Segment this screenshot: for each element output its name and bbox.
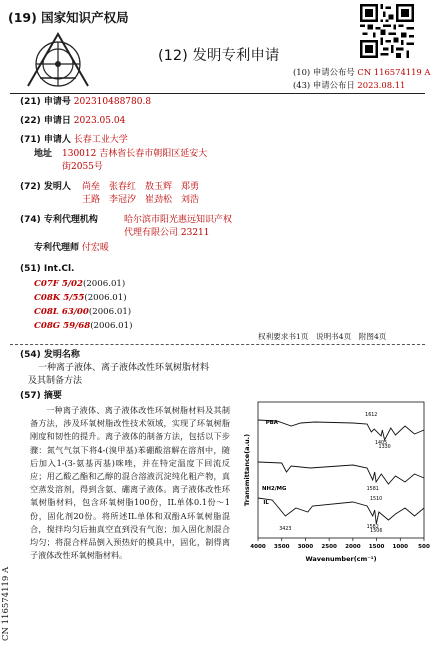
- side-publication-number: CN 116574119 A: [1, 566, 11, 641]
- agent-label: 专利代理师: [34, 243, 80, 253]
- agency: [20, 215, 98, 227]
- peak-label: 1330: [378, 445, 391, 450]
- applicant-value: 长春工业大学: [73, 135, 128, 145]
- x-tick-label: 3000: [297, 544, 314, 550]
- agency-line-1: 哈尔滨市阳光惠远知识产权: [124, 215, 233, 225]
- ftir-spectrum-chart: [240, 398, 428, 566]
- address-line-2: 街2055号: [62, 162, 103, 172]
- y-axis-label: Transmittance(a.u.): [243, 433, 251, 507]
- spectrum-line: [258, 498, 424, 524]
- x-tick-label: 2000: [345, 544, 361, 550]
- application-number: [20, 97, 151, 109]
- spectrum-line: [258, 462, 424, 484]
- peak-label: 3423: [279, 527, 292, 532]
- cnipa-logo: [18, 24, 98, 104]
- invention-title-line-1: 一种离子液体、离子液体改性环氧树脂材料: [38, 363, 210, 373]
- peak-label: 1405: [374, 441, 388, 446]
- ipc-code: C07F 5/02: [34, 279, 83, 289]
- x-axis-label: Wavenumber(cm⁻¹): [305, 555, 377, 563]
- peak-label: 1510: [369, 497, 383, 502]
- inventors-label: (72) 发明人: [20, 182, 71, 192]
- peak-label: 1581: [366, 487, 379, 492]
- application-date: [20, 116, 125, 128]
- inventors-line-2: 王路 李冠汐 崔劲松 刘浩: [82, 195, 200, 205]
- agent-value: 付宏暖: [81, 243, 109, 253]
- applicant-label: (71) 申请人: [20, 135, 71, 145]
- series-name-label: IL: [263, 500, 269, 506]
- peak-label: 1612: [365, 413, 378, 418]
- invention-title-label: (54) 发明名称: [20, 350, 80, 360]
- address-label: 地址: [34, 149, 53, 159]
- x-tick-label: 3500: [273, 544, 290, 550]
- ipc-version: (2006.01): [82, 279, 126, 289]
- pub-date-label: (43) 申请公布日: [293, 80, 355, 90]
- x-tick-label: 2500: [321, 544, 337, 550]
- x-tick-label: 500: [418, 544, 430, 550]
- patent-agent: [34, 243, 109, 255]
- app-date-value: 2023.05.04: [73, 116, 126, 126]
- peak-label: 1582: [366, 525, 379, 530]
- app-no-value: 202310488780.8: [73, 97, 152, 107]
- office-name: (19) 国家知识产权局: [8, 10, 129, 25]
- abstract-label: (57) 摘要: [20, 391, 62, 401]
- ipc-item: [34, 279, 125, 289]
- inventors: [20, 182, 71, 194]
- header-rule: [10, 93, 425, 94]
- ipc-code: C08L 63/00: [34, 307, 89, 317]
- pub-date-value: 2023.08.11: [357, 80, 406, 90]
- section-rule: [10, 344, 425, 345]
- spectrum-labels: [262, 412, 391, 534]
- pages-summary: 权利要求书1页 说明书4页 附图4页: [258, 332, 387, 341]
- x-tick-label: 1500: [368, 544, 385, 550]
- agency-label: (74) 专利代理机构: [20, 215, 98, 225]
- abstract-text: 一种离子液体、离子液体改性环氧树脂材料及其制备方法，涉及环氧树脂改性技术领域，实现了环氧树脂刚度和韧性的提升。离子液体的制备方法，包括以下步骤：氮气气氛下将4-(溴甲基)苯硼酸溶解在溶剂中，随后加入1-(3-氨基丙基)咪唑，并在特定温度下回流反应；用乙酸乙酯和乙醇的混合溶液沉淀纯化粗产物，真空蒸发溶剂，得到含氨、硼离子液体。离子液体改性环氧树脂材料，包含环氧树脂100份，IL单体0.1份～1份，固化剂20份。将所述IL单体和双酚A环氧树脂混合，搅拌均匀后抽真空直到没有气泡；加入固化剂混合均匀；将混合样品倒入预热好的模具中，固化，制得离子液体改性环氧树脂材料。: [30, 405, 230, 561]
- ipc-item: [34, 293, 127, 303]
- ipc-label: (51) Int.Cl.: [20, 264, 75, 274]
- peak-label: 1506: [370, 529, 383, 534]
- ipc-code: C08G 59/68: [34, 321, 91, 331]
- address-line-1: 130012 吉林省长春市朝阳区延安大: [62, 149, 208, 159]
- series-name-label: NH2/MG: [261, 486, 287, 492]
- ipc-version: (2006.01): [88, 307, 132, 317]
- ipc-version: (2006.01): [84, 293, 127, 303]
- document-type: (12) 发明专利申请: [158, 48, 280, 64]
- inventors-line-1: 尚垒 张春红 敖玉辉 郑勇: [82, 182, 200, 192]
- publication-number: [293, 66, 430, 78]
- agency-line-2: 代理有限公司 23211: [124, 228, 210, 238]
- spectrum-curves: [258, 420, 424, 524]
- app-date-label: (22) 申请日: [20, 116, 71, 126]
- applicant: [20, 135, 128, 147]
- spectrum-line: [258, 420, 424, 440]
- invention-title-line-2: 及其制备方法: [28, 376, 83, 386]
- x-tick-label: 4000: [250, 544, 266, 550]
- pub-no-label: (10) 申请公布号: [293, 67, 355, 77]
- ipc-item: [34, 321, 132, 331]
- ipc-item: [34, 307, 131, 317]
- x-axis-ticks: [250, 538, 430, 550]
- ipc-code: C08K 5/55: [34, 293, 85, 303]
- qr-code: [360, 4, 414, 58]
- ipc-version: (2006.01): [90, 321, 133, 331]
- pub-no-value: CN 116574119 A: [357, 67, 431, 77]
- publication-date: [293, 79, 405, 91]
- app-no-label: (21) 申请号: [20, 97, 71, 107]
- x-tick-label: 1000: [392, 544, 409, 550]
- series-name-label: PBA: [265, 420, 278, 426]
